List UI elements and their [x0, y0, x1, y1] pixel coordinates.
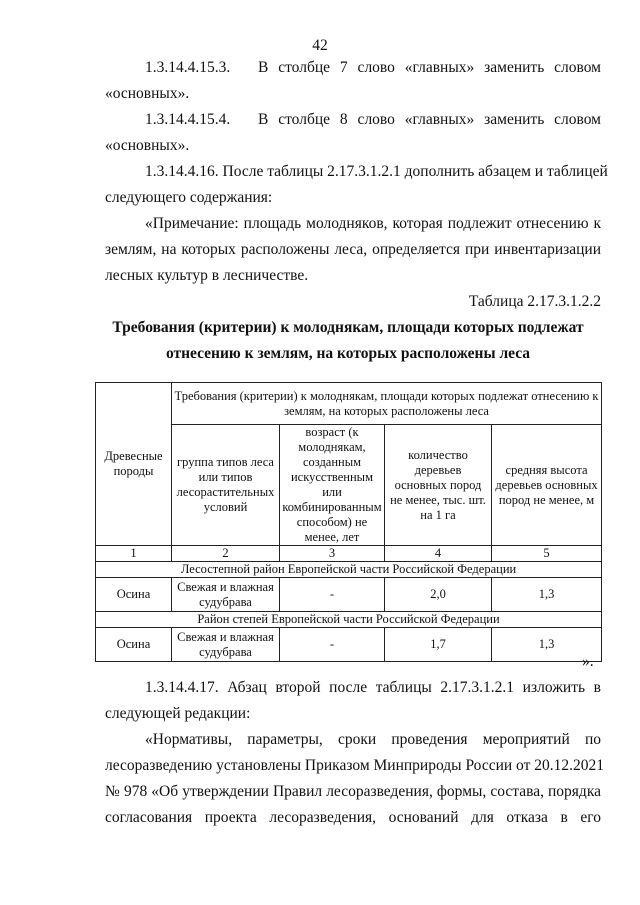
closing-quote: ». [582, 653, 594, 670]
table-title-line-2: отнесению к землям, на которых расположены леса [165, 345, 531, 362]
paragraph-1-number: 1.3.14.4.15.3. [145, 59, 231, 76]
column-number: 4 [385, 546, 492, 562]
paragraph-6-line-3: № 978 «Об утверждении Правил лесоразведения, формы, состава, порядка [105, 783, 601, 800]
note-line-3: лесных культур в лесничестве. [105, 267, 309, 284]
cell-tree-count: 2,0 [385, 578, 492, 612]
cell-species: Осина [96, 578, 172, 612]
cell-forest-type: Свежая и влажная судубрава [172, 628, 280, 662]
paragraph-6-line-4: согласования проекта лесоразведения, оснований для отказа в его [105, 809, 601, 826]
header-average-height: средняя высота деревьев основных пород не менее, м [492, 425, 602, 546]
paragraph-2-number: 1.3.14.4.15.4. [145, 111, 231, 128]
cell-average-height: 1,3 [492, 578, 602, 612]
cell-average-height: 1,3 [492, 628, 602, 662]
paragraph-2-text: В столбце 8 слово «главных» заменить словом [258, 111, 601, 128]
cell-species: Осина [96, 628, 172, 662]
cell-age: - [280, 628, 385, 662]
column-number: 5 [492, 546, 602, 562]
header-age: возраст (к молоднякам, созданным искусственным или комбинированным способом) не менее, лет [280, 425, 385, 546]
requirements-table [95, 382, 602, 662]
page-number: 42 [312, 37, 328, 54]
note-line-2: землям, на которых расположены леса, определяется при инвентаризации [105, 241, 601, 258]
cell-tree-count: 1,7 [385, 628, 492, 662]
header-tree-species: Древесные породы [96, 383, 172, 546]
section-title: Район степей Европейской части Российской Федерации [96, 612, 602, 628]
paragraph-5-line-1: 1.3.14.4.17. Абзац второй после таблицы 2.17.3.1.2.1 изложить в [145, 679, 601, 696]
table-row [96, 628, 602, 662]
paragraph-6-line-1: «Нормативы, параметры, сроки проведения мероприятий по [145, 731, 601, 748]
paragraph-3-line-1: 1.3.14.4.16. После таблицы 2.17.3.1.2.1 дополнить абзацем и таблицей [145, 163, 608, 180]
table-label: Таблица 2.17.3.1.2.2 [468, 293, 601, 310]
cell-forest-type: Свежая и влажная судубрава [172, 578, 280, 612]
paragraph-1-text: В столбце 7 слово «главных» заменить словом [258, 59, 601, 76]
paragraph-3-line-2: следующего содержания: [105, 189, 273, 206]
section-title: Лесостепной район Европейской части Российской Федерации [96, 562, 602, 578]
table-title-line-1: Требования (критерии) к молоднякам, площади которых подлежат [112, 319, 584, 336]
cell-age: - [280, 578, 385, 612]
paragraph-5-line-2: следующей редакции: [105, 705, 251, 722]
paragraph-1-continuation: «основных». [105, 85, 190, 102]
column-number: 1 [96, 546, 172, 562]
header-requirements-group: Требования (критерии) к молоднякам, площади которых подлежат отнесению к землям, на которых расположены леса [172, 383, 602, 425]
paragraph-2-continuation: «основных». [105, 137, 190, 154]
column-number: 3 [280, 546, 385, 562]
header-forest-type: группа типов леса или типов лесорастительных условий [172, 425, 280, 546]
table-row [96, 578, 602, 612]
header-tree-count: количество деревьев основных пород не менее, тыс. шт. на 1 га [385, 425, 492, 546]
note-line-1: «Примечание: площадь молодняков, которая подлежит отнесению к [145, 215, 601, 232]
column-numbers-row [96, 546, 602, 562]
paragraph-6-line-2: лесоразведению установлены Приказом Минприроды России от 20.12.2021 [105, 757, 604, 774]
column-number: 2 [172, 546, 280, 562]
